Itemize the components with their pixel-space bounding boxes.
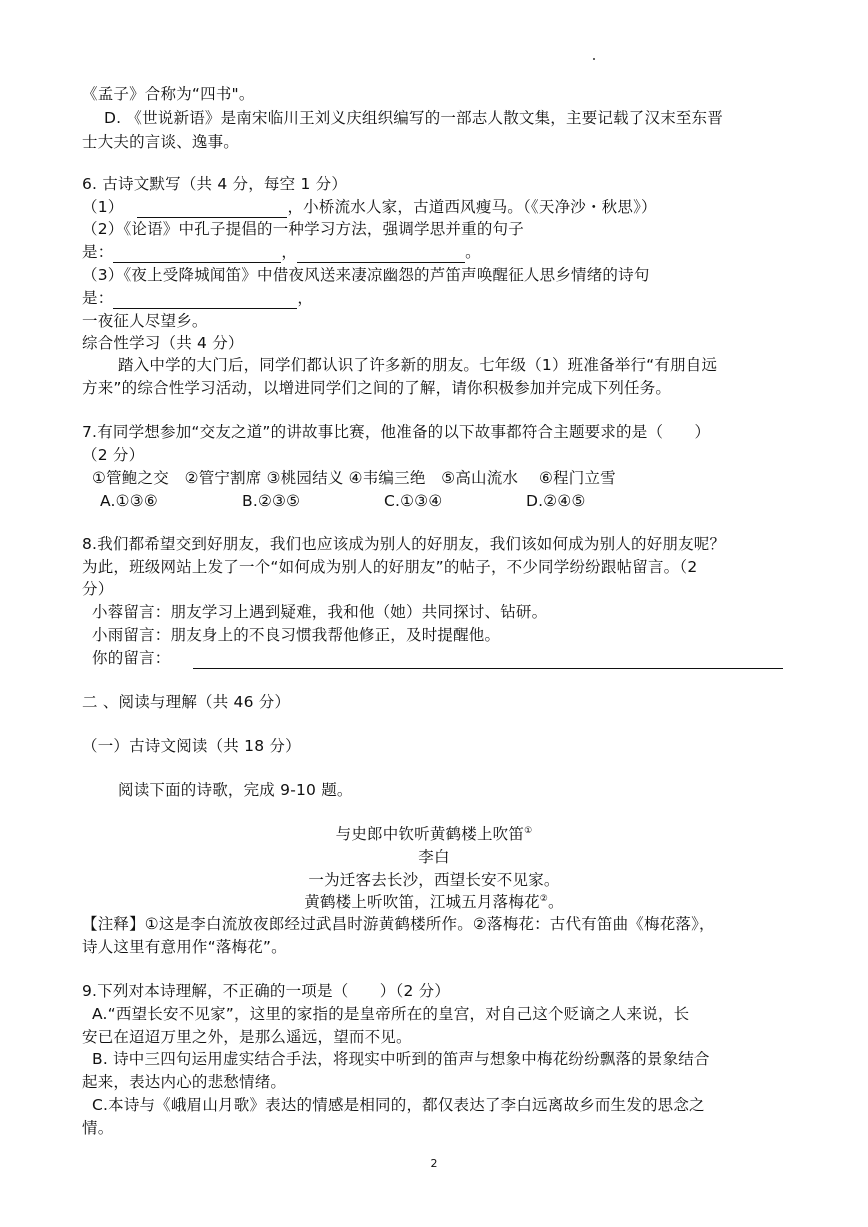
- option-a-line: A.“西望长安不见家”，这里的家指的是皇帝所在的皇宫，对自己这个贬谪之人来说，长: [92, 1005, 690, 1023]
- poem-line: 一为迁客去长沙，西望长安不见家。: [308, 871, 560, 889]
- page-number: 2: [430, 1157, 438, 1170]
- text-line: 分）: [82, 580, 114, 598]
- answer-blank[interactable]: [113, 292, 297, 309]
- option-c-line: C.本诗与《峨眉山月歌》表达的情感是相同的，都仅表达了李白远离故乡而生发的思念之: [92, 1096, 705, 1114]
- answer-blank[interactable]: [113, 246, 281, 263]
- question-6-item-3: （3）《夜上受降城闻笛》中借夜风送来凄凉幽怨的芦笛声唤醒征人思乡情绪的诗句: [82, 266, 650, 284]
- answer-separator: ，: [281, 243, 298, 261]
- option-d[interactable]: D.②④⑤: [526, 492, 586, 510]
- poem-author: 李白: [418, 848, 450, 866]
- question-6-heading: 6. 古诗文默写（共 4 分，每空 1 分）: [82, 175, 348, 193]
- question-6-item-2-answer: [82, 241, 788, 263]
- text-line: 为此，班级网站上发了一个“如何成为别人的好朋友”的帖子，不少同学纷纷跟帖留言。（2: [82, 558, 698, 576]
- option-c[interactable]: C.①③④: [384, 492, 443, 510]
- answer-blank[interactable]: [137, 201, 287, 218]
- question-9: 9.下列对本诗理解，不正确的一项是（ ）（2 分）: [82, 982, 451, 1000]
- answer-end: 。: [465, 243, 481, 261]
- question-7: 7.有同学想参加“交友之道”的讲故事比赛，他准备的以下故事都符合主题要求的是（ ）: [82, 423, 711, 441]
- answer-blank[interactable]: [297, 246, 465, 263]
- answer-separator: ，: [297, 289, 314, 307]
- scan-dot: [593, 58, 595, 60]
- poem-title-text: 与史郎中钦听黄鹤楼上吹笛: [335, 825, 525, 843]
- item-text: ，小桥流水人家，古道西风瘦马。（《天净沙・秋思》）: [287, 198, 657, 216]
- text-line: 起来，表达内心的悲愁情绪。: [82, 1073, 287, 1091]
- question-6-item-1: [82, 196, 788, 218]
- comment-line: 小雨留言：朋友身上的不良习惯我帮他修正，及时提醒他。: [92, 626, 501, 644]
- text-line: 安已在迢迢万里之外，是那么遥远，望而不见。: [82, 1028, 412, 1046]
- answer-blank[interactable]: [193, 652, 783, 669]
- footnote-mark: ②: [539, 893, 549, 904]
- your-comment-line: [92, 647, 798, 669]
- poem-line: [0, 891, 868, 913]
- answer-prefix: 是：: [82, 243, 114, 261]
- answer-prefix: 是：: [82, 289, 114, 307]
- poem-line-text: 黄鹤楼上听吹笛，江城五月落梅花: [304, 893, 540, 911]
- your-comment-label: 你的留言：: [92, 649, 171, 667]
- poem-title: [0, 823, 868, 845]
- item-number: （1）: [82, 198, 124, 216]
- poem-line-end: 。: [548, 893, 564, 911]
- question-7-score: （2 分）: [82, 446, 145, 464]
- part-heading: 二 、阅读与理解（共 46 分）: [82, 693, 291, 711]
- annotation-line: 诗人这里有意用作“落梅花”。: [82, 938, 287, 956]
- text-line: 踏入中学的大门后，同学们都认识了许多新的朋友。七年级（1）班准备举行“有朋自远: [118, 356, 718, 374]
- text-line: 方来”的综合性学习活动，以增进同学们之间的了解，请你积极参加并完成下列任务。: [82, 379, 672, 397]
- text-line: 士大夫的言谈、逸事。: [82, 133, 240, 151]
- footnote-mark: ①: [524, 825, 533, 836]
- option-d-line: D. 《世说新语》是南宋临川王刘义庆组织编写的一部志人散文集，主要记载了汉末至东晋: [104, 109, 723, 127]
- question-7-options: [100, 490, 806, 512]
- text-line: 《孟子》合称为“四书"。: [82, 85, 255, 103]
- option-a[interactable]: A.①③⑥: [100, 492, 158, 510]
- section-heading: 综合性学习（共 4 分）: [82, 334, 244, 352]
- text-line: 一夜征人尽望乡。: [82, 312, 208, 330]
- question-6-item-2: （2）《论语》中孔子提倡的一种学习方法，强调学思并重的句子: [82, 220, 524, 238]
- instruction-line: 阅读下面的诗歌，完成 9-10 题。: [118, 781, 353, 799]
- annotation-line: 【注释】①这是李白流放夜郎经过武昌时游黄鹤楼所作。②落梅花：古代有笛曲《梅花落》，: [82, 915, 715, 933]
- option-b-line: B. 诗中三四句运用虚实结合手法，将现实中听到的笛声与想象中梅花纷纷飘落的景象结合: [92, 1050, 710, 1068]
- question-6-item-3-answer: [82, 287, 788, 309]
- option-b[interactable]: B.②③⑤: [242, 492, 301, 510]
- text-line: 情。: [82, 1119, 114, 1137]
- subsection-heading: （一）古诗文阅读（共 18 分）: [82, 737, 301, 755]
- comment-line: 小蓉留言：朋友学习上遇到疑难，我和他（她）共同探讨、钻研。: [92, 603, 548, 621]
- question-8: 8.我们都希望交到好朋友，我们也应该成为别人的好朋友，我们该如何成为别人的好朋友呢？: [82, 535, 726, 553]
- question-7-stories: ①管鲍之交 ②管宁割席 ③桃园结义 ④韦编三绝 ⑤高山流水 ⑥程门立雪: [92, 469, 616, 487]
